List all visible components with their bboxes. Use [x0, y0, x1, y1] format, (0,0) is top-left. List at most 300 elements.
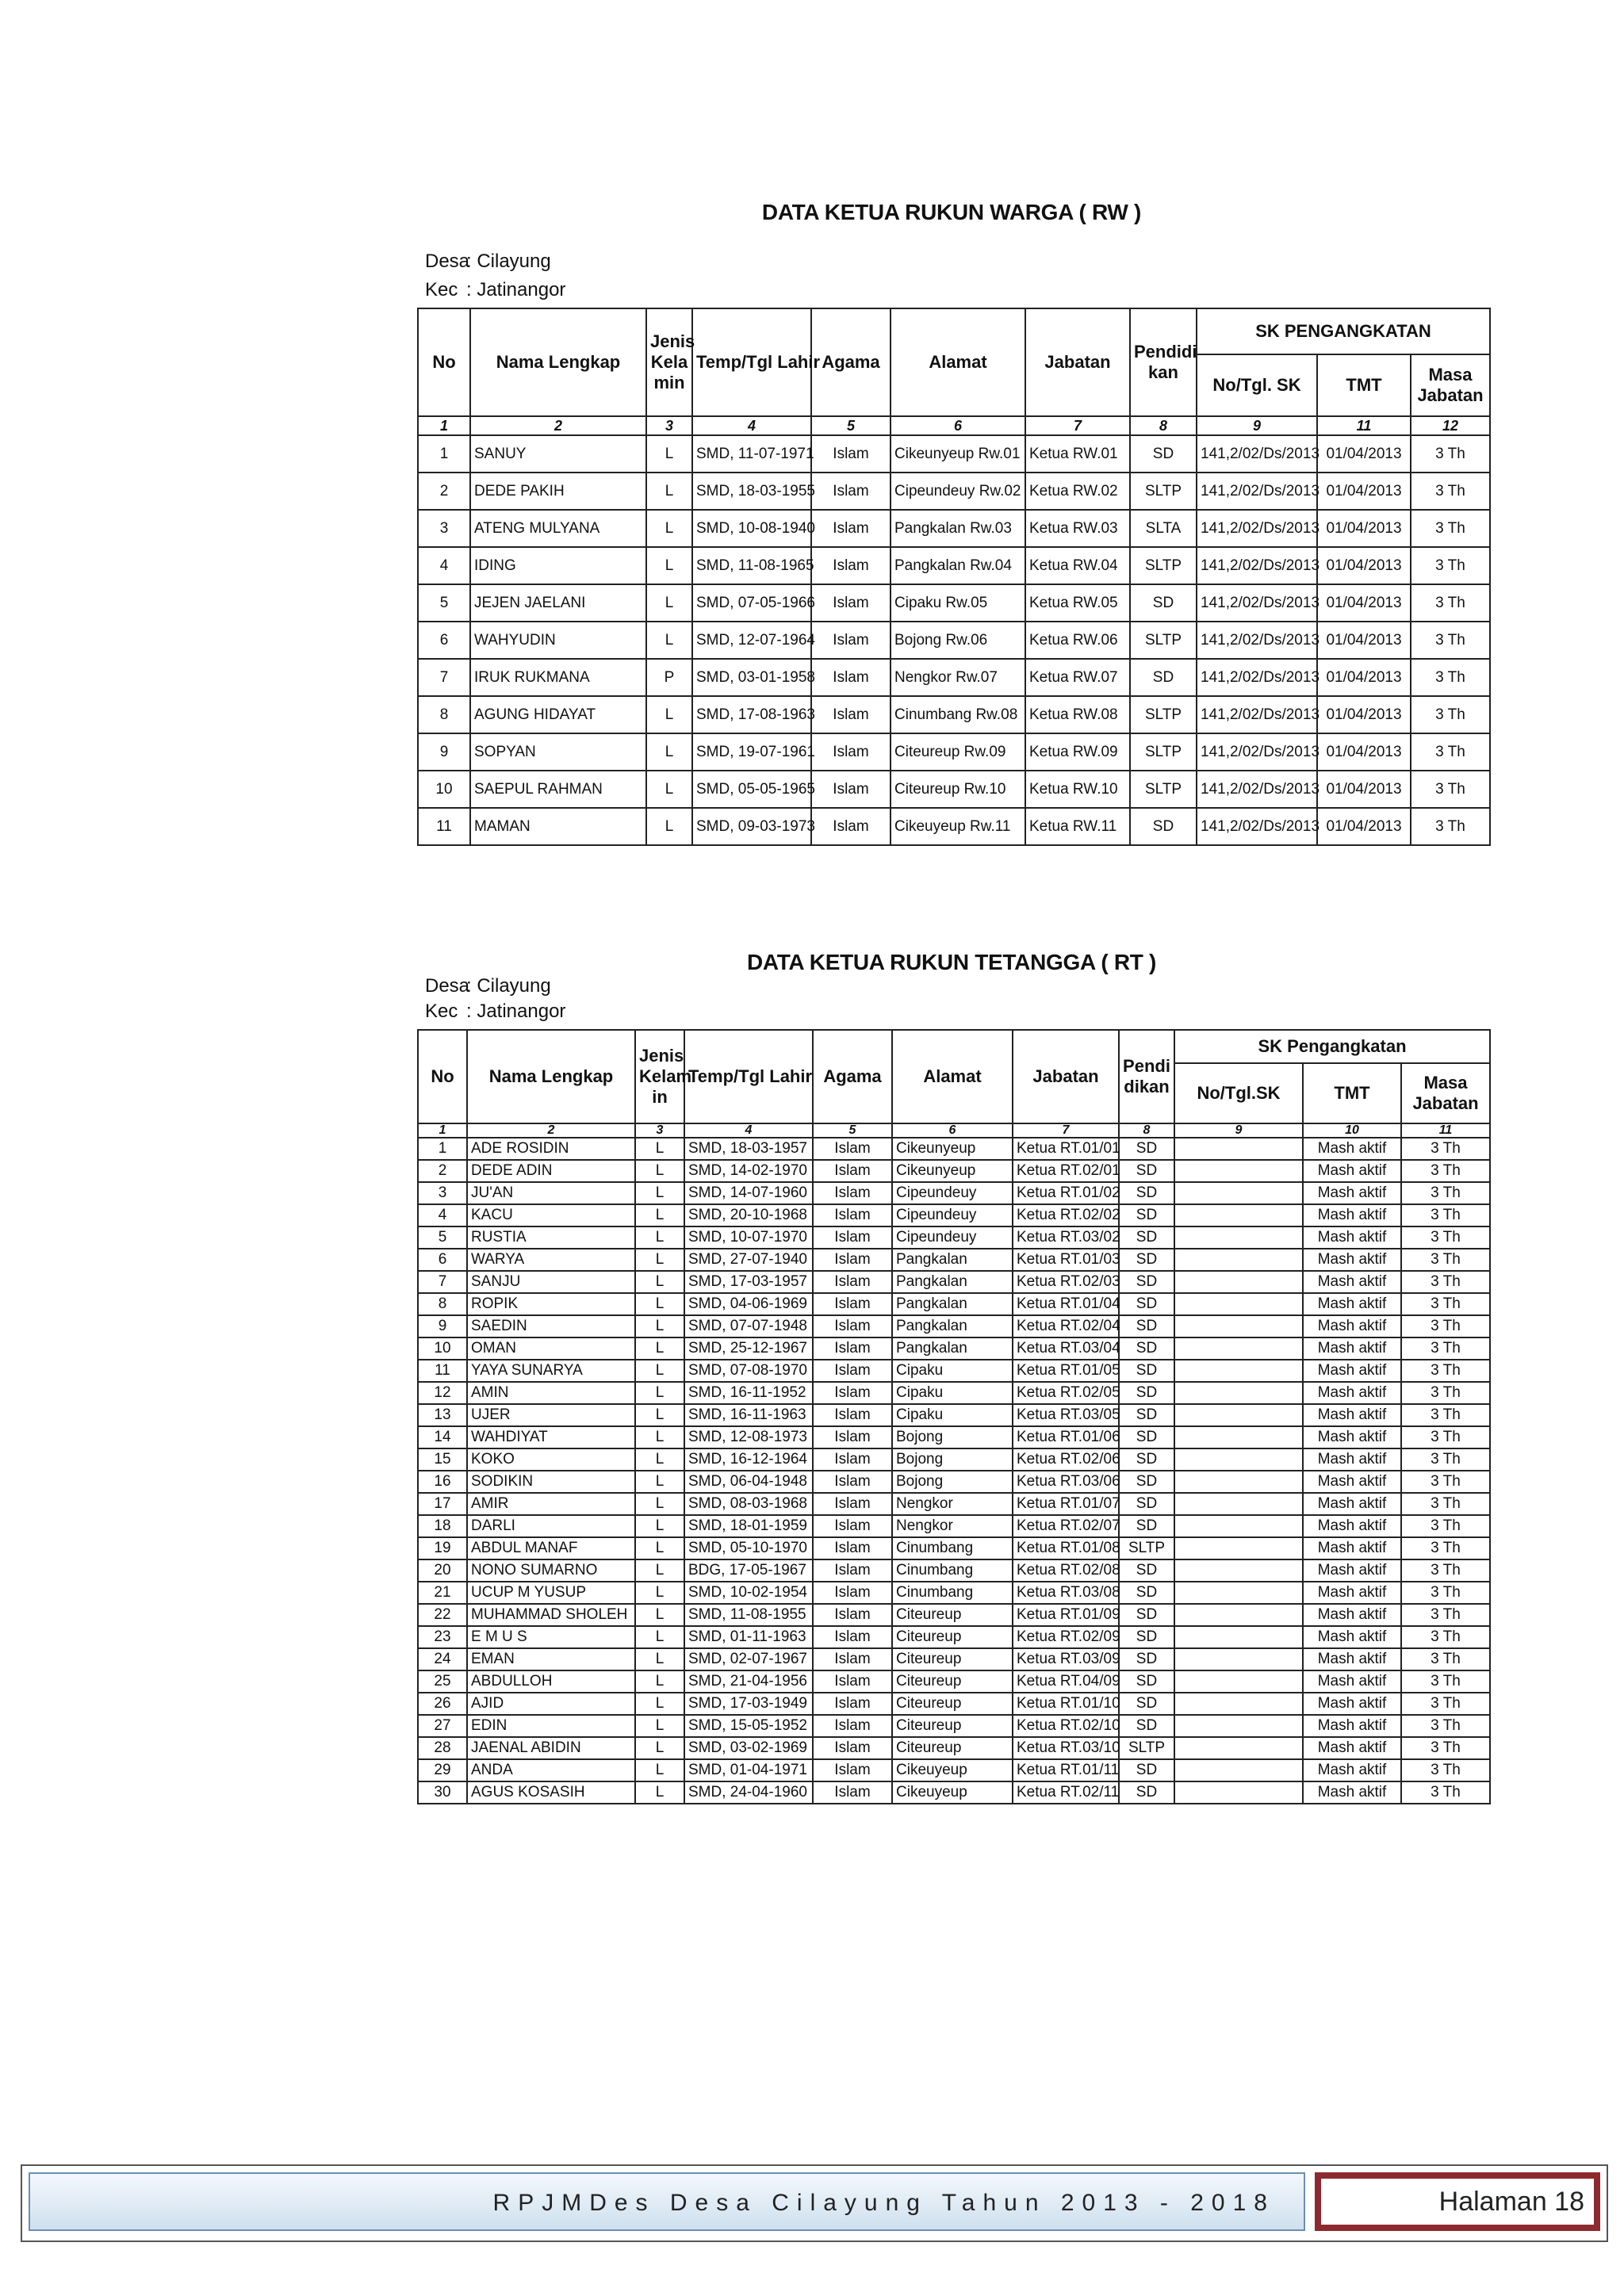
table-row — [418, 1138, 1490, 1160]
rt-cell: L — [635, 1226, 684, 1249]
rw-cell: Islam — [811, 622, 891, 659]
page-footer — [21, 2164, 1608, 2242]
rw-cell: SD — [1130, 659, 1197, 696]
rt-cell — [1174, 1604, 1303, 1626]
rt-cell: Ketua RT.02/11 — [1013, 1781, 1119, 1804]
rt-cell — [1174, 1337, 1303, 1360]
rt-cell: 27 — [418, 1715, 467, 1737]
rt-cell: 19 — [418, 1537, 467, 1559]
rt-cell: Ketua RT.01/10 — [1013, 1693, 1119, 1715]
rt-cell: DEDE ADIN — [467, 1160, 635, 1182]
rw-cell: MAMAN — [470, 808, 646, 845]
rt-cell: SMD, 03-02-1969 — [684, 1737, 813, 1759]
rt-column-number: 10 — [1303, 1123, 1401, 1138]
rt-cell: Ketua RT.02/09 — [1013, 1626, 1119, 1648]
table-row — [418, 1515, 1490, 1537]
rt-cell: SD — [1119, 1781, 1174, 1804]
rt-cell: Ketua RT.01/06 — [1013, 1426, 1119, 1448]
rw-cell: 3 Th — [1411, 659, 1490, 696]
rt-cell: KACU — [467, 1204, 635, 1226]
rt-cell: Mash aktif — [1303, 1182, 1401, 1204]
rt-cell: 3 Th — [1401, 1382, 1490, 1404]
rt-cell: SD — [1119, 1382, 1174, 1404]
rt-cell: YAYA SUNARYA — [467, 1360, 635, 1382]
rt-column-number: 7 — [1013, 1123, 1119, 1138]
rt-cell: 1 — [418, 1138, 467, 1160]
rt-cell: 3 Th — [1401, 1448, 1490, 1471]
rt-cell: Mash aktif — [1303, 1737, 1401, 1759]
rt-cell: 3 Th — [1401, 1182, 1490, 1204]
rt-cell: Islam — [813, 1471, 892, 1493]
rt-cell: 10 — [418, 1337, 467, 1360]
rt-cell — [1174, 1537, 1303, 1559]
rt-cell: Ketua RT.01/02 — [1013, 1182, 1119, 1204]
table-row — [418, 1426, 1490, 1448]
table-row — [418, 1448, 1490, 1471]
rt-header-sk: SK Pengangkatan — [1174, 1030, 1490, 1063]
rw-column-number: 3 — [646, 416, 692, 435]
rt-cell: SD — [1119, 1448, 1174, 1471]
rt-cell: L — [635, 1360, 684, 1382]
rw-cell: 01/04/2013 — [1317, 696, 1411, 733]
rw-cell: L — [646, 771, 692, 808]
rw-cell: Ketua RW.08 — [1025, 696, 1130, 733]
rt-cell: 3 Th — [1401, 1426, 1490, 1448]
rt-cell: Ketua RT.02/05 — [1013, 1382, 1119, 1404]
rt-cell: Mash aktif — [1303, 1604, 1401, 1626]
rw-cell: 141,2/02/Ds/2013 — [1197, 808, 1317, 845]
rt-cell: SD — [1119, 1404, 1174, 1426]
rt-cell: 3 Th — [1401, 1781, 1490, 1804]
rw-cell: Ketua RW.05 — [1025, 584, 1130, 622]
rt-cell: 3 Th — [1401, 1715, 1490, 1737]
rt-cell: 8 — [418, 1293, 467, 1315]
table-row — [418, 1493, 1490, 1515]
rw-cell: 6 — [418, 622, 470, 659]
rt-cell: 12 — [418, 1382, 467, 1404]
rt-cell: Islam — [813, 1182, 892, 1204]
table-row — [418, 771, 1490, 808]
rt-cell: Islam — [813, 1204, 892, 1226]
rw-cell: Citeureup Rw.09 — [891, 733, 1025, 771]
rw-cell: L — [646, 696, 692, 733]
rw-cell: 141,2/02/Ds/2013 — [1197, 435, 1317, 473]
rw-column-number: 9 — [1197, 416, 1317, 435]
rt-cell: Ketua RT.02/04 — [1013, 1315, 1119, 1337]
rw-cell: Ketua RW.06 — [1025, 622, 1130, 659]
rt-cell: SMD, 01-04-1971 — [684, 1759, 813, 1781]
rt-cell: 11 — [418, 1360, 467, 1382]
rw-cell: 141,2/02/Ds/2013 — [1197, 547, 1317, 584]
rt-cell: Mash aktif — [1303, 1404, 1401, 1426]
rt-cell: Islam — [813, 1493, 892, 1515]
rt-cell: L — [635, 1559, 684, 1582]
rt-cell: SD — [1119, 1337, 1174, 1360]
rt-cell: Bojong — [892, 1448, 1013, 1471]
rt-cell: Cinumbang — [892, 1559, 1013, 1582]
rt-cell: Islam — [813, 1715, 892, 1737]
rw-cell: L — [646, 473, 692, 510]
rw-cell: 2 — [418, 473, 470, 510]
rt-cell: Cipeundeuy — [892, 1226, 1013, 1249]
rt-cell: RUSTIA — [467, 1226, 635, 1249]
rw-cell: 1 — [418, 435, 470, 473]
rt-cell: L — [635, 1715, 684, 1737]
rt-cell: SD — [1119, 1226, 1174, 1249]
rt-cell: SD — [1119, 1715, 1174, 1737]
rt-cell: Bojong — [892, 1471, 1013, 1493]
rw-cell: SLTA — [1130, 510, 1197, 547]
rw-cell: 01/04/2013 — [1317, 622, 1411, 659]
rt-cell: Ketua RT.02/06 — [1013, 1448, 1119, 1471]
rw-cell: Pangkalan Rw.04 — [891, 547, 1025, 584]
rt-cell: 3 Th — [1401, 1648, 1490, 1670]
rw-cell: 01/04/2013 — [1317, 584, 1411, 622]
rt-cell: Mash aktif — [1303, 1226, 1401, 1249]
rt-cell: AJID — [467, 1693, 635, 1715]
table-row — [418, 1160, 1490, 1182]
rt-cell: WAHDIYAT — [467, 1426, 635, 1448]
rw-cell: Islam — [811, 771, 891, 808]
rt-cell: Bojong — [892, 1426, 1013, 1448]
rt-cell — [1174, 1315, 1303, 1337]
table-row — [418, 1182, 1490, 1204]
rw-cell: Ketua RW.07 — [1025, 659, 1130, 696]
rt-cell: 4 — [418, 1204, 467, 1226]
rt-cell: Mash aktif — [1303, 1582, 1401, 1604]
rt-cell: Islam — [813, 1626, 892, 1648]
rw-column-number: 2 — [470, 416, 646, 435]
rt-cell: 25 — [418, 1670, 467, 1693]
rt-cell: Cikeunyeup — [892, 1138, 1013, 1160]
rw-cell: 3 Th — [1411, 808, 1490, 845]
rw-cell: 01/04/2013 — [1317, 771, 1411, 808]
rt-header-no-sk: No/Tgl.SK — [1174, 1063, 1303, 1123]
rw-cell: 01/04/2013 — [1317, 435, 1411, 473]
rt-column-number-row — [418, 1123, 1490, 1138]
rt-cell — [1174, 1648, 1303, 1670]
rt-cell: 3 Th — [1401, 1515, 1490, 1537]
rw-cell: 141,2/02/Ds/2013 — [1197, 659, 1317, 696]
rt-cell: SD — [1119, 1271, 1174, 1293]
rt-cell: Citeureup — [892, 1737, 1013, 1759]
rt-cell: Mash aktif — [1303, 1293, 1401, 1315]
rt-cell: Islam — [813, 1515, 892, 1537]
rt-cell — [1174, 1226, 1303, 1249]
rw-cell: SMD, 03-01-1958 — [692, 659, 811, 696]
rt-cell: SD — [1119, 1559, 1174, 1582]
rt-kec-value: : Jatinangor — [466, 1001, 566, 1022]
rt-cell: L — [635, 1404, 684, 1426]
rw-cell: Ketua RW.01 — [1025, 435, 1130, 473]
rt-cell: L — [635, 1160, 684, 1182]
rt-cell: Islam — [813, 1737, 892, 1759]
rt-cell: 13 — [418, 1404, 467, 1426]
rt-cell: Ketua RT.03/10 — [1013, 1737, 1119, 1759]
rt-cell: 3 Th — [1401, 1626, 1490, 1648]
rw-cell: SLTP — [1130, 771, 1197, 808]
rw-cell: Ketua RW.09 — [1025, 733, 1130, 771]
rt-cell — [1174, 1693, 1303, 1715]
rt-cell: 3 Th — [1401, 1271, 1490, 1293]
table-row — [418, 1626, 1490, 1648]
table-row — [418, 1360, 1490, 1382]
rt-cell: 30 — [418, 1781, 467, 1804]
rt-cell: Cipeundeuy — [892, 1182, 1013, 1204]
rw-cell: 3 Th — [1411, 622, 1490, 659]
rw-cell: SOPYAN — [470, 733, 646, 771]
rt-cell: Ketua RT.03/06 — [1013, 1471, 1119, 1493]
rw-header-no: No — [418, 308, 470, 416]
rt-cell: 14 — [418, 1426, 467, 1448]
rt-cell: Ketua RT.01/04 — [1013, 1293, 1119, 1315]
rw-cell: Ketua RW.10 — [1025, 771, 1130, 808]
rt-cell: Islam — [813, 1293, 892, 1315]
rt-cell: L — [635, 1337, 684, 1360]
rt-cell: Cipaku — [892, 1404, 1013, 1426]
rt-cell: 3 Th — [1401, 1582, 1490, 1604]
rt-cell: 3 Th — [1401, 1204, 1490, 1226]
rt-cell: Pangkalan — [892, 1249, 1013, 1271]
rt-cell: 3 Th — [1401, 1737, 1490, 1759]
rw-cell: 01/04/2013 — [1317, 510, 1411, 547]
rt-cell: SD — [1119, 1670, 1174, 1693]
rt-cell: Islam — [813, 1337, 892, 1360]
rw-cell: 141,2/02/Ds/2013 — [1197, 696, 1317, 733]
rt-header-alamat: Alamat — [892, 1030, 1013, 1123]
rt-cell: L — [635, 1648, 684, 1670]
rw-header-tmt: TMT — [1317, 354, 1411, 416]
rt-cell: Citeureup — [892, 1715, 1013, 1737]
rt-cell: SMD, 06-04-1948 — [684, 1471, 813, 1493]
rt-cell: 3 Th — [1401, 1293, 1490, 1315]
rw-cell: SMD, 11-08-1965 — [692, 547, 811, 584]
rt-cell: Islam — [813, 1404, 892, 1426]
rt-cell: 3 Th — [1401, 1693, 1490, 1715]
table-row — [418, 1537, 1490, 1559]
rt-cell: L — [635, 1471, 684, 1493]
rt-cell: Ketua RT.01/03 — [1013, 1249, 1119, 1271]
rt-cell: Ketua RT.02/03 — [1013, 1271, 1119, 1293]
rt-cell: L — [635, 1382, 684, 1404]
rt-cell — [1174, 1781, 1303, 1804]
rt-cell: Cikeuyeup — [892, 1759, 1013, 1781]
rt-cell: Ketua RT.01/09 — [1013, 1604, 1119, 1626]
rt-cell: Ketua RT.01/11 — [1013, 1759, 1119, 1781]
rt-cell: Islam — [813, 1670, 892, 1693]
rw-column-number: 8 — [1130, 416, 1197, 435]
rt-cell: 21 — [418, 1582, 467, 1604]
rt-cell: 28 — [418, 1737, 467, 1759]
rt-cell: Cikeunyeup — [892, 1160, 1013, 1182]
rw-cell: Islam — [811, 696, 891, 733]
rt-cell: MUHAMMAD SHOLEH — [467, 1604, 635, 1626]
rt-cell: Ketua RT.02/07 — [1013, 1515, 1119, 1537]
rw-cell: Ketua RW.11 — [1025, 808, 1130, 845]
rt-cell: SLTP — [1119, 1537, 1174, 1559]
rt-cell: SD — [1119, 1160, 1174, 1182]
rt-cell: SODIKIN — [467, 1471, 635, 1493]
rt-cell — [1174, 1204, 1303, 1226]
rw-cell: 01/04/2013 — [1317, 733, 1411, 771]
rt-cell: JU'AN — [467, 1182, 635, 1204]
rt-cell: Citeureup — [892, 1626, 1013, 1648]
rt-cell: 23 — [418, 1626, 467, 1648]
rt-header-pendidikan: Pendi dikan — [1119, 1030, 1174, 1123]
rt-cell: SMD, 12-08-1973 — [684, 1426, 813, 1448]
rt-cell: SD — [1119, 1138, 1174, 1160]
rt-cell: SMD, 27-07-1940 — [684, 1249, 813, 1271]
rw-cell: Nengkor Rw.07 — [891, 659, 1025, 696]
rw-cell: SMD, 11-07-1971 — [692, 435, 811, 473]
rt-cell — [1174, 1559, 1303, 1582]
rt-header-tmt: TMT — [1303, 1063, 1401, 1123]
rt-cell: Islam — [813, 1315, 892, 1337]
rt-cell — [1174, 1182, 1303, 1204]
rw-column-number-row — [418, 416, 1490, 435]
rt-cell: SMD, 02-07-1967 — [684, 1648, 813, 1670]
rt-cell: Pangkalan — [892, 1271, 1013, 1293]
rw-cell: 141,2/02/Ds/2013 — [1197, 584, 1317, 622]
rt-cell: SMD, 08-03-1968 — [684, 1493, 813, 1515]
table-row — [418, 1559, 1490, 1582]
rt-cell: 3 Th — [1401, 1670, 1490, 1693]
rw-cell: Islam — [811, 733, 891, 771]
rt-cell: AMIN — [467, 1382, 635, 1404]
rt-cell: Ketua RT.02/08 — [1013, 1559, 1119, 1582]
rt-cell: 3 Th — [1401, 1226, 1490, 1249]
rw-cell: 01/04/2013 — [1317, 659, 1411, 696]
rw-cell: SLTP — [1130, 696, 1197, 733]
rw-cell: 4 — [418, 547, 470, 584]
rw-cell: Pangkalan Rw.03 — [891, 510, 1025, 547]
rt-cell: Mash aktif — [1303, 1648, 1401, 1670]
rw-desa-value: : Cilayung — [466, 251, 551, 272]
rw-cell: Islam — [811, 510, 891, 547]
rt-cell: SMD, 16-12-1964 — [684, 1448, 813, 1471]
rt-cell: 3 Th — [1401, 1249, 1490, 1271]
rt-cell — [1174, 1360, 1303, 1382]
rt-cell: L — [635, 1426, 684, 1448]
rw-cell: Citeureup Rw.10 — [891, 771, 1025, 808]
rw-column-number: 7 — [1025, 416, 1130, 435]
rw-column-number: 5 — [811, 416, 891, 435]
rt-cell: Pangkalan — [892, 1337, 1013, 1360]
rt-cell: Islam — [813, 1426, 892, 1448]
rw-header-ttl: Temp/Tgl Lahir — [692, 308, 811, 416]
footer-title-bar — [29, 2172, 1305, 2231]
rt-cell: 15 — [418, 1448, 467, 1471]
rw-cell: L — [646, 435, 692, 473]
table-row — [418, 1471, 1490, 1493]
rt-cell: SMD, 05-10-1970 — [684, 1537, 813, 1559]
rt-cell: OMAN — [467, 1337, 635, 1360]
table-row — [418, 1249, 1490, 1271]
rt-cell: Ketua RT.01/01 — [1013, 1138, 1119, 1160]
rt-cell: SMD, 24-04-1960 — [684, 1781, 813, 1804]
rt-desa-label: Desa — [425, 975, 470, 997]
rt-cell: 3 Th — [1401, 1404, 1490, 1426]
rt-cell: Cipaku — [892, 1382, 1013, 1404]
rt-cell: SMD, 21-04-1956 — [684, 1670, 813, 1693]
rt-cell: Citeureup — [892, 1670, 1013, 1693]
rt-cell: SMD, 16-11-1963 — [684, 1404, 813, 1426]
rt-header-ttl: Temp/Tgl Lahir — [684, 1030, 813, 1123]
rt-header-agama: Agama — [813, 1030, 892, 1123]
rw-cell: SLTP — [1130, 473, 1197, 510]
rt-cell: Mash aktif — [1303, 1204, 1401, 1226]
rt-cell: Ketua RT.04/09 — [1013, 1670, 1119, 1693]
rt-cell: SD — [1119, 1360, 1174, 1382]
rt-cell: UCUP M YUSUP — [467, 1582, 635, 1604]
rw-cell: SLTP — [1130, 547, 1197, 584]
rt-cell: JAENAL ABIDIN — [467, 1737, 635, 1759]
rw-cell: Bojong Rw.06 — [891, 622, 1025, 659]
rw-cell: 141,2/02/Ds/2013 — [1197, 510, 1317, 547]
rt-cell: ADE ROSIDIN — [467, 1138, 635, 1160]
table-row — [418, 510, 1490, 547]
rw-cell: Cipaku Rw.05 — [891, 584, 1025, 622]
rt-column-number: 3 — [635, 1123, 684, 1138]
rw-cell: SMD, 19-07-1961 — [692, 733, 811, 771]
rt-cell — [1174, 1493, 1303, 1515]
rt-cell: 6 — [418, 1249, 467, 1271]
rw-cell: ATENG MULYANA — [470, 510, 646, 547]
table-row — [418, 696, 1490, 733]
rw-column-number: 12 — [1411, 416, 1490, 435]
rt-cell: SD — [1119, 1493, 1174, 1515]
rw-cell: Ketua RW.02 — [1025, 473, 1130, 510]
rt-cell — [1174, 1448, 1303, 1471]
rw-cell: 7 — [418, 659, 470, 696]
rt-cell: L — [635, 1537, 684, 1559]
rw-header-alamat: Alamat — [891, 308, 1025, 416]
rw-header-jabatan: Jabatan — [1025, 308, 1130, 416]
rt-cell: Mash aktif — [1303, 1670, 1401, 1693]
rt-cell: L — [635, 1182, 684, 1204]
rt-cell: 3 Th — [1401, 1160, 1490, 1182]
rw-cell: 141,2/02/Ds/2013 — [1197, 473, 1317, 510]
rt-cell: 17 — [418, 1493, 467, 1515]
rt-cell: SD — [1119, 1204, 1174, 1226]
rw-cell: SD — [1130, 584, 1197, 622]
rt-cell: L — [635, 1604, 684, 1626]
rt-cell: Mash aktif — [1303, 1448, 1401, 1471]
rt-cell: Islam — [813, 1537, 892, 1559]
rt-cell: 24 — [418, 1648, 467, 1670]
rw-header-pendidikan: Pendidi kan — [1130, 308, 1197, 416]
table-row — [418, 733, 1490, 771]
table-row — [418, 1715, 1490, 1737]
rt-cell — [1174, 1515, 1303, 1537]
rt-cell: 2 — [418, 1160, 467, 1182]
rt-cell: Islam — [813, 1648, 892, 1670]
table-row — [418, 584, 1490, 622]
rt-cell: 20 — [418, 1559, 467, 1582]
rt-location-info — [425, 974, 565, 1024]
rt-cell: Ketua RT.01/07 — [1013, 1493, 1119, 1515]
rt-cell: SAEDIN — [467, 1315, 635, 1337]
rw-column-number: 1 — [418, 416, 470, 435]
rw-cell: SD — [1130, 808, 1197, 845]
rt-header-jabatan: Jabatan — [1013, 1030, 1119, 1123]
rw-cell: SMD, 09-03-1973 — [692, 808, 811, 845]
rt-cell: Mash aktif — [1303, 1315, 1401, 1337]
rw-cell: Cikeuyeup Rw.11 — [891, 808, 1025, 845]
rw-cell: L — [646, 547, 692, 584]
rt-cell: SMD, 01-11-1963 — [684, 1626, 813, 1648]
rt-cell: L — [635, 1249, 684, 1271]
